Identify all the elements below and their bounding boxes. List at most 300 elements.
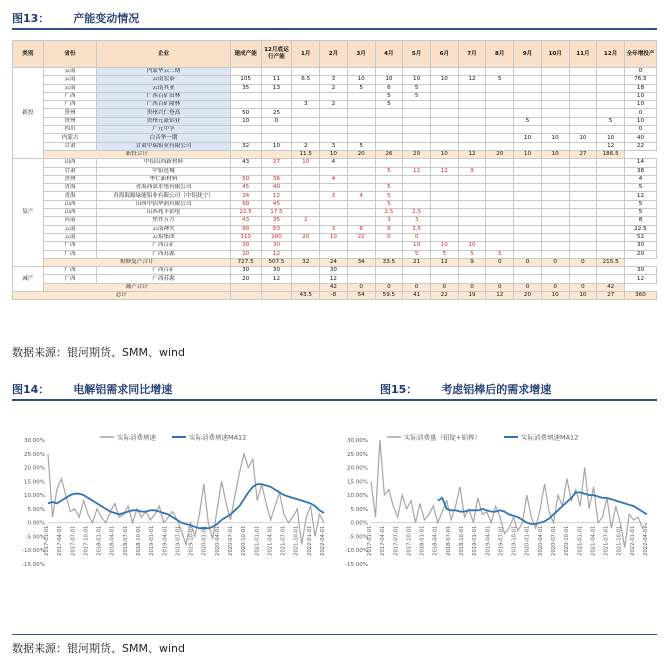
table-cell bbox=[514, 167, 542, 175]
x-tick-label: 2019-04-01 bbox=[162, 525, 169, 556]
table-cell: 12 bbox=[430, 258, 458, 266]
table-cell bbox=[597, 192, 625, 200]
table-cell: 3 bbox=[403, 217, 431, 225]
table-body bbox=[13, 68, 657, 300]
header-cell: 12月 bbox=[597, 41, 625, 68]
table-cell: 20 bbox=[514, 292, 542, 300]
table-cell bbox=[514, 142, 542, 150]
table-cell bbox=[292, 84, 320, 92]
table-cell bbox=[486, 117, 514, 125]
table-cell: 12 bbox=[624, 192, 656, 200]
table-cell: 20 bbox=[347, 150, 375, 158]
table-cell: 0 bbox=[347, 283, 375, 291]
table-cell bbox=[403, 267, 431, 275]
table-cell bbox=[569, 167, 597, 175]
table-cell: 青海 bbox=[43, 184, 96, 192]
table-cell: 50 bbox=[230, 175, 261, 183]
table-row bbox=[13, 92, 657, 100]
table-cell: 甘肃中瑞铝业有限公司 bbox=[97, 142, 231, 150]
table-cell bbox=[458, 134, 486, 142]
x-tick-label: 2019-04-01 bbox=[485, 525, 492, 556]
table-cell bbox=[430, 84, 458, 92]
x-tick-label: 2017-07-01 bbox=[393, 525, 400, 556]
table-cell bbox=[458, 175, 486, 183]
table-cell bbox=[292, 184, 320, 192]
table-cell bbox=[292, 225, 320, 233]
table-cell: 10 bbox=[624, 101, 656, 109]
table-cell: 12 bbox=[261, 275, 292, 283]
table-cell: 22.5 bbox=[230, 209, 261, 217]
table-cell: 0 bbox=[514, 283, 542, 291]
x-tick-label: 2017-04-01 bbox=[57, 525, 64, 556]
table-cell: 广西 bbox=[43, 250, 96, 258]
table-cell bbox=[569, 184, 597, 192]
figure-15-title bbox=[380, 381, 551, 397]
table-cell: 5 bbox=[375, 92, 403, 100]
table-cell bbox=[486, 84, 514, 92]
table-cell bbox=[514, 84, 542, 92]
table-cell bbox=[541, 159, 569, 167]
table-cell bbox=[292, 167, 320, 175]
table-cell: 8 bbox=[624, 217, 656, 225]
source-note-1: 数据来源：银河期货、SMM、wind bbox=[12, 346, 185, 359]
table-cell: 43 bbox=[230, 217, 261, 225]
grand-total-label: 总计 bbox=[13, 292, 231, 300]
y-tick-label: 0.00% bbox=[350, 520, 368, 527]
table-cell bbox=[375, 250, 403, 258]
table-cell: 10 bbox=[430, 76, 458, 84]
table-cell bbox=[261, 167, 292, 175]
table-row bbox=[13, 267, 657, 275]
x-tick-label: 2018-01-01 bbox=[96, 525, 103, 556]
table-cell: 45 bbox=[230, 184, 261, 192]
table-cell: 0 bbox=[514, 258, 542, 266]
x-tick-label: 2019-07-01 bbox=[498, 525, 505, 556]
table-cell bbox=[541, 109, 569, 117]
table-cell bbox=[458, 68, 486, 76]
table-cell bbox=[458, 84, 486, 92]
table-cell bbox=[514, 184, 542, 192]
table-cell: 0 bbox=[403, 233, 431, 241]
table-cell: 5 bbox=[347, 142, 375, 150]
x-tick-label: 2018-04-01 bbox=[109, 525, 116, 556]
table-cell bbox=[403, 192, 431, 200]
table-cell: 广西百矿隆林 bbox=[97, 101, 231, 109]
table-cell: 27 bbox=[261, 159, 292, 167]
header-cell: 3月 bbox=[347, 41, 375, 68]
figure-13-number: 图13： bbox=[12, 12, 50, 25]
y-tick-label: -15.00% bbox=[345, 562, 368, 568]
table-cell bbox=[569, 250, 597, 258]
table-cell bbox=[230, 126, 261, 134]
table-cell bbox=[261, 92, 292, 100]
table-row bbox=[13, 200, 657, 208]
table-cell: 广西 bbox=[43, 92, 96, 100]
table-cell: 26 bbox=[375, 150, 403, 158]
table-cell: 30 bbox=[261, 242, 292, 250]
table-cell: 广西百矿 bbox=[97, 267, 231, 275]
table-cell bbox=[597, 76, 625, 84]
table-cell bbox=[541, 126, 569, 134]
table-row bbox=[13, 192, 657, 200]
table-cell bbox=[347, 117, 375, 125]
table-cell: 14 bbox=[624, 159, 656, 167]
table-cell: 21 bbox=[403, 258, 431, 266]
header-cell: 企业 bbox=[97, 41, 231, 68]
table-cell bbox=[458, 109, 486, 117]
table-cell: 0 bbox=[375, 233, 403, 241]
figure-13-rule bbox=[12, 28, 657, 30]
table-cell bbox=[541, 167, 569, 175]
table-cell: 5 bbox=[375, 167, 403, 175]
table-cell bbox=[430, 175, 458, 183]
table-cell: 焦作万方 bbox=[97, 217, 231, 225]
table-row bbox=[13, 134, 657, 142]
table-cell bbox=[320, 68, 348, 76]
table-cell: 20 bbox=[292, 233, 320, 241]
y-tick-label: 25.00% bbox=[24, 451, 45, 458]
x-tick-label: 2021-01-01 bbox=[254, 525, 261, 556]
table-cell bbox=[292, 109, 320, 117]
table-cell: 38 bbox=[624, 167, 656, 175]
table-cell bbox=[375, 142, 403, 150]
table-cell: 广西百矿 bbox=[97, 242, 231, 250]
table-cell: 4 bbox=[347, 192, 375, 200]
table-cell: 13 bbox=[261, 84, 292, 92]
table-cell bbox=[230, 68, 261, 76]
x-tick-label: 2020-10-01 bbox=[241, 525, 248, 556]
table-cell bbox=[347, 250, 375, 258]
table-cell: 云南神火 bbox=[97, 225, 231, 233]
x-tick-label: 2021-04-01 bbox=[590, 525, 597, 556]
table-cell: 0 bbox=[624, 126, 656, 134]
table-cell: 12 bbox=[624, 275, 656, 283]
table-cell bbox=[458, 192, 486, 200]
table-cell bbox=[486, 167, 514, 175]
table-cell: 360 bbox=[624, 292, 656, 300]
table-cell: 山西 bbox=[43, 209, 96, 217]
header-cell: 10月 bbox=[541, 41, 569, 68]
chart-demand-growth-with-rods bbox=[335, 425, 657, 630]
table-cell: 32 bbox=[292, 258, 320, 266]
x-tick-label: 2018-10-01 bbox=[459, 525, 465, 556]
table-cell: 0 bbox=[403, 283, 431, 291]
table-cell: 12 bbox=[430, 167, 458, 175]
table-cell: 5 bbox=[430, 250, 458, 258]
table-cell bbox=[569, 101, 597, 109]
table-cell bbox=[320, 250, 348, 258]
table-cell bbox=[403, 159, 431, 167]
table-cell: 10 bbox=[230, 117, 261, 125]
table-cell bbox=[514, 92, 542, 100]
table-cell bbox=[320, 184, 348, 192]
x-tick-label: 2021-04-01 bbox=[267, 525, 274, 556]
table-cell: 云南 bbox=[43, 233, 96, 241]
table-cell bbox=[292, 267, 320, 275]
table-cell bbox=[375, 242, 403, 250]
table-cell: 20 bbox=[230, 275, 261, 283]
table-cell bbox=[430, 233, 458, 241]
table-cell bbox=[541, 192, 569, 200]
table-cell bbox=[541, 225, 569, 233]
table-cell bbox=[320, 209, 348, 217]
table-cell: 青海海源绿能铝业有限公司（中铝抚宁） bbox=[97, 192, 231, 200]
x-tick-label: 2019-10-01 bbox=[188, 525, 195, 556]
table-cell bbox=[597, 109, 625, 117]
table-cell bbox=[486, 142, 514, 150]
table-cell bbox=[569, 159, 597, 167]
table-cell bbox=[541, 217, 569, 225]
table-cell bbox=[569, 109, 597, 117]
table-cell bbox=[597, 84, 625, 92]
table-cell: 54 bbox=[347, 292, 375, 300]
table-cell: 山西中铝华润有限公司 bbox=[97, 200, 231, 208]
table-cell bbox=[486, 242, 514, 250]
table-cell bbox=[430, 109, 458, 117]
table-cell: 5 bbox=[458, 250, 486, 258]
table-cell bbox=[486, 175, 514, 183]
table-cell bbox=[541, 267, 569, 275]
table-cell bbox=[541, 68, 569, 76]
table-cell: 53 bbox=[261, 225, 292, 233]
x-tick-label: 2020-04-01 bbox=[537, 525, 544, 556]
table-cell bbox=[261, 134, 292, 142]
table-cell bbox=[292, 68, 320, 76]
table-cell: 10 bbox=[347, 76, 375, 84]
table-cell bbox=[514, 225, 542, 233]
table-cell bbox=[458, 225, 486, 233]
table-cell bbox=[541, 209, 569, 217]
table-subtotal-row bbox=[13, 150, 657, 158]
table-cell: 云南 bbox=[43, 76, 96, 84]
table-cell: 山西兆丰铝电 bbox=[97, 209, 231, 217]
capacity-table bbox=[12, 40, 657, 300]
header-cell: 6月 bbox=[430, 41, 458, 68]
table-cell bbox=[486, 192, 514, 200]
table-cell bbox=[569, 233, 597, 241]
table-cell: 广西 bbox=[43, 275, 96, 283]
table-cell bbox=[403, 126, 431, 134]
table-cell: 5 bbox=[375, 192, 403, 200]
table-cell bbox=[597, 225, 625, 233]
table-cell: 43.5 bbox=[292, 292, 320, 300]
table-subtotal-row bbox=[13, 283, 657, 291]
table-cell bbox=[430, 200, 458, 208]
table-cell: 33.5 bbox=[375, 258, 403, 266]
table-cell: 广西 bbox=[43, 242, 96, 250]
x-tick-label: 2019-10-01 bbox=[511, 525, 518, 556]
table-cell bbox=[230, 92, 261, 100]
x-tick-label: 2021-07-01 bbox=[280, 525, 287, 556]
table-cell bbox=[514, 159, 542, 167]
table-cell: 0 bbox=[486, 258, 514, 266]
table-cell bbox=[347, 92, 375, 100]
table-cell bbox=[569, 242, 597, 250]
table-cell: 10 bbox=[569, 134, 597, 142]
table-cell bbox=[292, 242, 320, 250]
table-cell: 3 bbox=[320, 225, 348, 233]
table-cell: 27 bbox=[597, 292, 625, 300]
x-tick-label: 2017-01-01 bbox=[367, 525, 373, 556]
table-cell bbox=[430, 68, 458, 76]
x-tick-label: 2020-10-01 bbox=[564, 525, 571, 556]
table-cell bbox=[261, 150, 292, 158]
subtotal-label: 检修复产合计 bbox=[43, 258, 230, 266]
table-cell bbox=[597, 92, 625, 100]
table-cell bbox=[375, 68, 403, 76]
table-cell bbox=[320, 126, 348, 134]
table-cell: 10 bbox=[292, 159, 320, 167]
table-cell: 5 bbox=[624, 184, 656, 192]
table-cell bbox=[597, 68, 625, 76]
table-cell bbox=[597, 184, 625, 192]
table-cell bbox=[541, 275, 569, 283]
table-cell bbox=[514, 217, 542, 225]
table-cell bbox=[541, 142, 569, 150]
table-cell bbox=[458, 92, 486, 100]
table-cell: 云铝集团 bbox=[97, 233, 231, 241]
table-cell bbox=[375, 175, 403, 183]
table-row bbox=[13, 159, 657, 167]
table-cell bbox=[486, 209, 514, 217]
table-cell: 2.5 bbox=[403, 209, 431, 217]
table-cell bbox=[514, 109, 542, 117]
table-cell: 四川 bbox=[43, 126, 96, 134]
table-cell: 云南 bbox=[43, 225, 96, 233]
table-cell: 25 bbox=[261, 109, 292, 117]
table-cell: 5 bbox=[514, 117, 542, 125]
x-tick-label: 2019-07-01 bbox=[175, 525, 182, 556]
table-cell bbox=[569, 275, 597, 283]
table-cell: 5 bbox=[375, 101, 403, 109]
table-cell bbox=[486, 126, 514, 134]
table-cell: 52 bbox=[624, 233, 656, 241]
table-cell bbox=[375, 267, 403, 275]
table-cell bbox=[597, 233, 625, 241]
legend-label: 实际消费量（铝锭+铝棒） bbox=[404, 433, 481, 442]
table-cell bbox=[514, 192, 542, 200]
y-tick-label: 0.00% bbox=[27, 520, 45, 527]
table-cell: 50 bbox=[230, 200, 261, 208]
table-cell: 12 bbox=[597, 142, 625, 150]
table-cell: 10 bbox=[320, 233, 348, 241]
table-cell: 12 bbox=[458, 150, 486, 158]
table-cell bbox=[458, 200, 486, 208]
header-cell: 5月 bbox=[403, 41, 431, 68]
table-cell: 0 bbox=[624, 68, 656, 76]
table-cell: 5 bbox=[624, 209, 656, 217]
table-cell bbox=[320, 200, 348, 208]
table-cell: 3 bbox=[320, 76, 348, 84]
table-cell bbox=[514, 209, 542, 217]
table-cell: 贵州 bbox=[43, 117, 96, 125]
header-cell: 7月 bbox=[458, 41, 486, 68]
table-cell bbox=[347, 184, 375, 192]
table-cell: 18 bbox=[624, 84, 656, 92]
table-cell: 727.5 bbox=[230, 258, 261, 266]
table-cell bbox=[430, 117, 458, 125]
x-tick-label: 2022-01-01 bbox=[306, 525, 313, 556]
y-tick-label: 30.00% bbox=[347, 438, 368, 444]
y-tick-label: -15.00% bbox=[22, 562, 45, 568]
table-cell: 22.5 bbox=[624, 225, 656, 233]
table-cell bbox=[514, 242, 542, 250]
x-tick-label: 2018-01-01 bbox=[419, 525, 426, 556]
table-cell bbox=[597, 101, 625, 109]
bottom-rule bbox=[12, 634, 657, 635]
table-cell: 30 bbox=[230, 267, 261, 275]
subtotal-label: 减产合计 bbox=[43, 283, 230, 291]
table-cell: 5 bbox=[375, 184, 403, 192]
x-tick-label: 2020-01-01 bbox=[524, 525, 531, 556]
table-cell: 9 bbox=[458, 258, 486, 266]
table-cell bbox=[230, 292, 261, 300]
table-cell: 10 bbox=[541, 292, 569, 300]
table-cell: 36 bbox=[261, 175, 292, 183]
table-cell: 20 bbox=[624, 250, 656, 258]
table-cell bbox=[597, 175, 625, 183]
table-cell: 10 bbox=[624, 117, 656, 125]
table-cell bbox=[347, 101, 375, 109]
table-cell: 2 bbox=[320, 101, 348, 109]
x-tick-label: 2019-01-01 bbox=[472, 525, 479, 556]
table-cell: 8 bbox=[347, 225, 375, 233]
table-cell: 广西 bbox=[43, 267, 96, 275]
x-tick-label: 2022-04-01 bbox=[643, 525, 649, 556]
table-cell bbox=[430, 101, 458, 109]
table-cell bbox=[403, 184, 431, 192]
table-row bbox=[13, 217, 657, 225]
table-cell: 3 bbox=[375, 217, 403, 225]
table-cell bbox=[403, 175, 431, 183]
table-cell bbox=[569, 117, 597, 125]
table-cell: 0 bbox=[261, 117, 292, 125]
table-cell bbox=[541, 117, 569, 125]
table-cell bbox=[292, 250, 320, 258]
table-cell bbox=[430, 217, 458, 225]
table-cell bbox=[458, 142, 486, 150]
table-cell bbox=[230, 283, 261, 291]
table-cell bbox=[347, 167, 375, 175]
table-cell: 5 bbox=[403, 250, 431, 258]
table-cell: 10 bbox=[624, 92, 656, 100]
table-cell bbox=[403, 134, 431, 142]
table-cell bbox=[292, 192, 320, 200]
table-cell bbox=[230, 150, 261, 158]
table-cell: 6.5 bbox=[292, 76, 320, 84]
table-cell: 2.5 bbox=[375, 209, 403, 217]
table-cell bbox=[292, 117, 320, 125]
table-cell bbox=[320, 167, 348, 175]
table-cell bbox=[541, 184, 569, 192]
table-cell: 贵州元豪铝业 bbox=[97, 117, 231, 125]
x-tick-label: 2020-07-01 bbox=[228, 525, 234, 556]
table-cell bbox=[261, 68, 292, 76]
table-cell: 3 bbox=[292, 101, 320, 109]
table-row bbox=[13, 101, 657, 109]
table-cell bbox=[347, 134, 375, 142]
table-cell: 贵州 bbox=[43, 175, 96, 183]
x-tick-label: 2020-04-01 bbox=[214, 525, 221, 556]
table-cell bbox=[569, 68, 597, 76]
y-tick-label: 30.00% bbox=[24, 438, 45, 444]
table-cell bbox=[541, 200, 569, 208]
table-cell: 20 bbox=[486, 150, 514, 158]
table-cell bbox=[569, 175, 597, 183]
table-cell bbox=[569, 92, 597, 100]
table-cell bbox=[514, 267, 542, 275]
table-cell: 10 bbox=[375, 76, 403, 84]
